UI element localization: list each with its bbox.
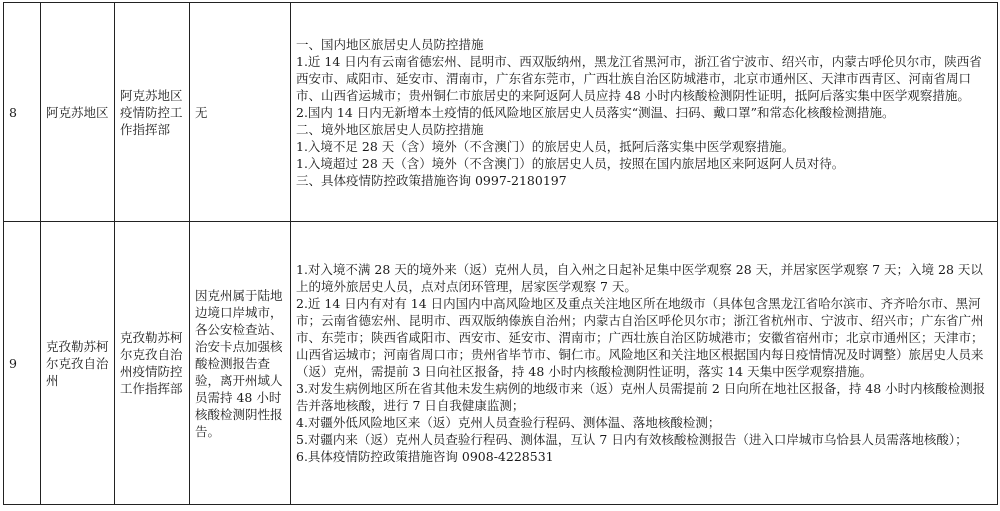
policy-content (291, 3, 998, 222)
department-name: 克孜勒苏柯尔克孜自治州疫情防控工作指挥部 (115, 222, 190, 505)
policy-item: 4.对疆外低风险地区来（返）克州人员查验行程码、测体温、落地核酸检测； (296, 415, 721, 430)
policy-item: 5.对疆内来（返）克州人员查验行程码、测体温，互认 7 日内有效核酸检测报告（进入口岸城市乌恰县人员需落地核酸）； (296, 432, 968, 447)
department-name: 阿克苏地区疫情防控工作指挥部 (115, 3, 190, 222)
policy-item: 1.入境超过 28 天（含）境外（不含澳门）的旅居史人员，按照在国内旅居地区来阿返阿人员对待。 (296, 155, 845, 171)
policy-item: 3.对发生病例地区所在省其他未发生病例的地级市来（返）克州人员需提前 2 日向所在地社区报备，持 48 小时内核酸检测报告并落地核酸，进行 7 日自我健康监测； (296, 381, 986, 413)
region-name: 阿克苏地区 (41, 3, 115, 222)
policy-item: 1.入境不足 28 天（含）境外（不含澳门）的旅居史人员，抵阿后落实集中医学观察措施。 (296, 138, 795, 154)
table-row (4, 222, 998, 505)
policy-content (291, 222, 998, 505)
policy-item: 2.国内 14 日内无新增本土疫情的低风险地区旅居史人员落实“测温、扫码、戴口罩”和常态化核酸检测措施。 (296, 104, 895, 120)
policy-table (3, 2, 998, 505)
policy-item: 1.对入境不满 28 天的境外来（返）克州人员，自入州之日起补足集中医学观察 28 天，并居家医学观察 7 天；入境 28 天以上的境外旅居史人员，点对点闭环管理，居家医学观察 7 天。 (296, 262, 983, 294)
special-note: 因克州属于陆地边境口岸城市，各公安检查站、治安卡点加强核酸检测报告查验，离开州域人员需持 48 小时核酸检测阴性报告。 (190, 222, 291, 505)
policy-heading: 二、境外地区旅居史人员防控措施 (296, 121, 484, 137)
policy-heading: 一、国内地区旅居史人员防控措施 (296, 36, 484, 52)
policy-item: 1.近 14 日内有云南省德宏州、昆明市、西双版纳州，黑龙江省黑河市，浙江省宁波市、绍兴市，内蒙古呼伦贝尔市，陕西省西安市、咸阳市、延安市、渭南市，广东省东莞市，广西壮族自治区防城港市，北京市通州区、天津市西青区、河南省周口市、山西省运城市；贵州铜仁市旅居史的来阿返阿人员应持 48 小时内核酸检测阴性证明，抵阿后落实集中医学观察措施。 (296, 53, 982, 103)
policy-item: 6.具体疫情防控政策措施咨询 0908-4228531 (296, 449, 554, 464)
row-index: 8 (4, 3, 41, 222)
special-note: 无 (190, 3, 291, 222)
row-index: 9 (4, 222, 41, 505)
table-row (4, 3, 998, 222)
region-name: 克孜勒苏柯尔克孜自治州 (41, 222, 115, 505)
policy-item: 2.近 14 日内有对有 14 日内国内中高风险地区及重点关注地区所在地级市（具体包含黑龙江省哈尔滨市、齐齐哈尔市、黑河市；云南省德宏州、昆明市、西双版纳傣族自治州；内蒙古自治区呼伦贝尔市；浙江省杭州市、宁波市、绍兴市；广东省广州市、东莞市；陕西省咸阳市、西安市、延安市、渭南市；广西壮族自治区防城港市；安徽省宿州市；北京市通州区；天津市；山西省运城市；河南省周口市；贵州省毕节市、铜仁市。风险地区和关注地区根据国内每日疫情情况及时调整）旅居史人员来（返）克州，需提前 3 日向社区报备，持 48 小时内核酸检测阴性证明，落实 14 天集中医学观察措施。 (296, 296, 984, 379)
policy-heading: 三、具体疫情防控政策措施咨询 0997-2180197 (296, 172, 567, 188)
